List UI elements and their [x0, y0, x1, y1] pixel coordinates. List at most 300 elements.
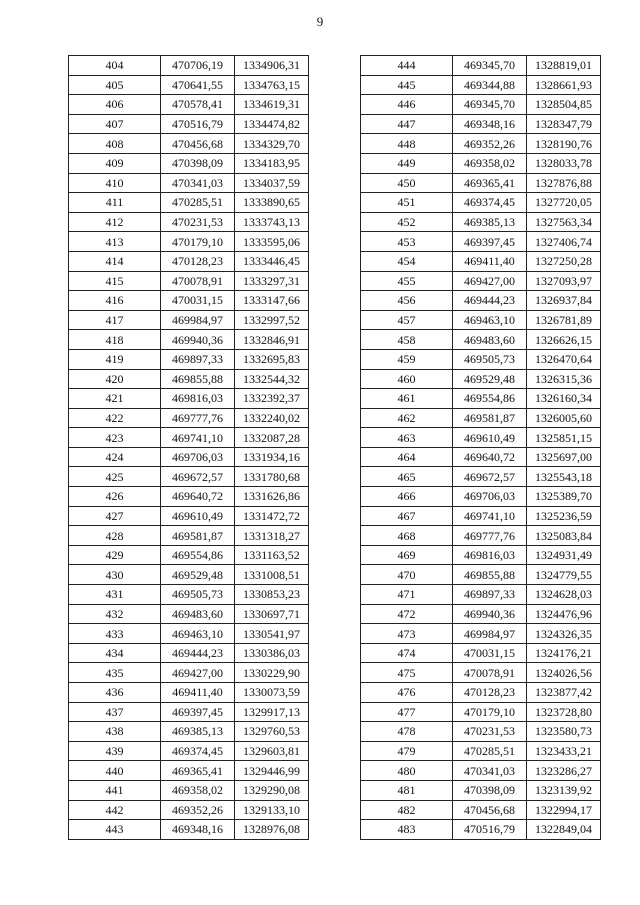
table-row [69, 722, 309, 742]
table-row [361, 95, 601, 115]
y-coordinate-cell: 1328819,01 [527, 56, 601, 76]
y-coordinate-cell: 1331318,27 [235, 526, 309, 546]
y-coordinate-cell: 1327720,05 [527, 193, 601, 213]
point-number-cell: 483 [361, 820, 453, 840]
point-number-cell: 433 [69, 624, 161, 644]
table-row [69, 447, 309, 467]
y-coordinate-cell: 1330073,59 [235, 683, 309, 703]
x-coordinate-cell: 469483,60 [161, 604, 235, 624]
table-row [361, 722, 601, 742]
y-coordinate-cell: 1331163,52 [235, 545, 309, 565]
point-number-cell: 449 [361, 153, 453, 173]
point-number-cell: 419 [69, 349, 161, 369]
y-coordinate-cell: 1333446,45 [235, 251, 309, 271]
point-number-cell: 444 [361, 56, 453, 76]
y-coordinate-cell: 1327563,34 [527, 212, 601, 232]
point-number-cell: 455 [361, 271, 453, 291]
point-number-cell: 465 [361, 467, 453, 487]
x-coordinate-cell: 470285,51 [161, 193, 235, 213]
y-coordinate-cell: 1329917,13 [235, 702, 309, 722]
table-row [69, 251, 309, 271]
x-coordinate-cell: 469374,45 [161, 741, 235, 761]
point-number-cell: 448 [361, 134, 453, 154]
x-coordinate-cell: 469640,72 [453, 447, 527, 467]
table-row [361, 663, 601, 683]
point-number-cell: 445 [361, 75, 453, 95]
point-number-cell: 441 [69, 780, 161, 800]
y-coordinate-cell: 1327406,74 [527, 232, 601, 252]
x-coordinate-cell: 469344,88 [453, 75, 527, 95]
point-number-cell: 473 [361, 624, 453, 644]
y-coordinate-cell: 1333595,06 [235, 232, 309, 252]
x-coordinate-cell: 469940,36 [453, 604, 527, 624]
table-row [361, 624, 601, 644]
x-coordinate-cell: 469463,10 [453, 310, 527, 330]
y-coordinate-cell: 1326315,36 [527, 369, 601, 389]
point-number-cell: 466 [361, 487, 453, 507]
table-row [69, 389, 309, 409]
x-coordinate-cell: 470078,91 [453, 663, 527, 683]
table-row [361, 193, 601, 213]
x-coordinate-cell: 469374,45 [453, 193, 527, 213]
x-coordinate-cell: 469444,23 [453, 291, 527, 311]
table-row [69, 428, 309, 448]
point-number-cell: 452 [361, 212, 453, 232]
x-coordinate-cell: 469610,49 [161, 506, 235, 526]
x-coordinate-cell: 470398,09 [453, 780, 527, 800]
x-coordinate-cell: 469348,16 [161, 820, 235, 840]
y-coordinate-cell: 1331626,86 [235, 487, 309, 507]
point-number-cell: 427 [69, 506, 161, 526]
x-coordinate-cell: 470516,79 [453, 820, 527, 840]
y-coordinate-cell: 1326005,60 [527, 408, 601, 428]
table-row [69, 761, 309, 781]
point-number-cell: 418 [69, 330, 161, 350]
y-coordinate-cell: 1329603,81 [235, 741, 309, 761]
x-coordinate-cell: 469463,10 [161, 624, 235, 644]
point-number-cell: 415 [69, 271, 161, 291]
y-coordinate-cell: 1322994,17 [527, 800, 601, 820]
y-coordinate-cell: 1325389,70 [527, 487, 601, 507]
y-coordinate-cell: 1334763,15 [235, 75, 309, 95]
x-coordinate-cell: 470706,19 [161, 56, 235, 76]
point-number-cell: 423 [69, 428, 161, 448]
x-coordinate-cell: 469529,48 [453, 369, 527, 389]
y-coordinate-cell: 1328033,78 [527, 153, 601, 173]
x-coordinate-cell: 470341,03 [161, 173, 235, 193]
point-number-cell: 467 [361, 506, 453, 526]
table-row [69, 153, 309, 173]
table-row [361, 369, 601, 389]
x-coordinate-cell: 470456,68 [161, 134, 235, 154]
x-coordinate-cell: 470456,68 [453, 800, 527, 820]
table-row [361, 56, 601, 76]
y-coordinate-cell: 1333743,13 [235, 212, 309, 232]
point-number-cell: 450 [361, 173, 453, 193]
coordinates-table-right [360, 55, 601, 840]
table-row [361, 604, 601, 624]
table-row [361, 447, 601, 467]
table-row [361, 761, 601, 781]
table-row [69, 95, 309, 115]
point-number-cell: 428 [69, 526, 161, 546]
point-number-cell: 421 [69, 389, 161, 409]
y-coordinate-cell: 1328347,79 [527, 114, 601, 134]
y-coordinate-cell: 1325083,84 [527, 526, 601, 546]
table-row [361, 820, 601, 840]
point-number-cell: 474 [361, 643, 453, 663]
table-row [361, 173, 601, 193]
x-coordinate-cell: 470231,53 [453, 722, 527, 742]
table-row [69, 369, 309, 389]
x-coordinate-cell: 469672,57 [161, 467, 235, 487]
y-coordinate-cell: 1323877,42 [527, 683, 601, 703]
x-coordinate-cell: 470285,51 [453, 741, 527, 761]
y-coordinate-cell: 1328504,85 [527, 95, 601, 115]
table-row [361, 545, 601, 565]
table-row [69, 585, 309, 605]
table-row [361, 467, 601, 487]
point-number-cell: 453 [361, 232, 453, 252]
table-row [69, 271, 309, 291]
x-coordinate-cell: 469505,73 [453, 349, 527, 369]
x-coordinate-cell: 469640,72 [161, 487, 235, 507]
table-row [361, 741, 601, 761]
x-coordinate-cell: 469483,60 [453, 330, 527, 350]
table-row [69, 349, 309, 369]
x-coordinate-cell: 470031,15 [161, 291, 235, 311]
table-row [69, 800, 309, 820]
table-row [69, 741, 309, 761]
x-coordinate-cell: 469984,97 [161, 310, 235, 330]
x-coordinate-cell: 470641,55 [161, 75, 235, 95]
y-coordinate-cell: 1324476,96 [527, 604, 601, 624]
point-number-cell: 429 [69, 545, 161, 565]
point-number-cell: 454 [361, 251, 453, 271]
table-row [361, 800, 601, 820]
point-number-cell: 475 [361, 663, 453, 683]
point-number-cell: 436 [69, 683, 161, 703]
x-coordinate-cell: 469816,03 [453, 545, 527, 565]
x-coordinate-cell: 469352,26 [161, 800, 235, 820]
x-coordinate-cell: 470516,79 [161, 114, 235, 134]
x-coordinate-cell: 470128,23 [161, 251, 235, 271]
y-coordinate-cell: 1327876,88 [527, 173, 601, 193]
point-number-cell: 440 [69, 761, 161, 781]
y-coordinate-cell: 1333147,66 [235, 291, 309, 311]
y-coordinate-cell: 1332392,37 [235, 389, 309, 409]
point-number-cell: 451 [361, 193, 453, 213]
x-coordinate-cell: 469385,13 [161, 722, 235, 742]
table-row [69, 173, 309, 193]
y-coordinate-cell: 1330853,23 [235, 585, 309, 605]
point-number-cell: 435 [69, 663, 161, 683]
point-number-cell: 424 [69, 447, 161, 467]
point-number-cell: 471 [361, 585, 453, 605]
y-coordinate-cell: 1334619,31 [235, 95, 309, 115]
x-coordinate-cell: 470128,23 [453, 683, 527, 703]
x-coordinate-cell: 469581,87 [161, 526, 235, 546]
table-row [69, 663, 309, 683]
x-coordinate-cell: 469897,33 [161, 349, 235, 369]
y-coordinate-cell: 1331934,16 [235, 447, 309, 467]
y-coordinate-cell: 1325851,15 [527, 428, 601, 448]
y-coordinate-cell: 1328661,93 [527, 75, 601, 95]
table-row [361, 134, 601, 154]
table-row [69, 702, 309, 722]
point-number-cell: 432 [69, 604, 161, 624]
y-coordinate-cell: 1334329,70 [235, 134, 309, 154]
point-number-cell: 407 [69, 114, 161, 134]
y-coordinate-cell: 1334474,82 [235, 114, 309, 134]
point-number-cell: 464 [361, 447, 453, 467]
point-number-cell: 434 [69, 643, 161, 663]
table-row [361, 683, 601, 703]
x-coordinate-cell: 469358,02 [453, 153, 527, 173]
table-row [69, 487, 309, 507]
x-coordinate-cell: 470179,10 [453, 702, 527, 722]
table-row [69, 506, 309, 526]
y-coordinate-cell: 1331780,68 [235, 467, 309, 487]
point-number-cell: 414 [69, 251, 161, 271]
table-row [69, 820, 309, 840]
x-coordinate-cell: 469358,02 [161, 780, 235, 800]
table-row [361, 702, 601, 722]
x-coordinate-cell: 469411,40 [453, 251, 527, 271]
y-coordinate-cell: 1332544,32 [235, 369, 309, 389]
x-coordinate-cell: 469581,87 [453, 408, 527, 428]
point-number-cell: 422 [69, 408, 161, 428]
y-coordinate-cell: 1326781,89 [527, 310, 601, 330]
table-row [69, 232, 309, 252]
point-number-cell: 442 [69, 800, 161, 820]
table-row [361, 75, 601, 95]
table-row [361, 330, 601, 350]
table-row [69, 193, 309, 213]
table-row [69, 75, 309, 95]
y-coordinate-cell: 1323728,80 [527, 702, 601, 722]
x-coordinate-cell: 469348,16 [453, 114, 527, 134]
y-coordinate-cell: 1334037,59 [235, 173, 309, 193]
x-coordinate-cell: 469741,10 [161, 428, 235, 448]
y-coordinate-cell: 1325697,00 [527, 447, 601, 467]
x-coordinate-cell: 470078,91 [161, 271, 235, 291]
table-row [361, 643, 601, 663]
table-row [361, 212, 601, 232]
y-coordinate-cell: 1324176,21 [527, 643, 601, 663]
point-number-cell: 420 [69, 369, 161, 389]
point-number-cell: 456 [361, 291, 453, 311]
y-coordinate-cell: 1323580,73 [527, 722, 601, 742]
y-coordinate-cell: 1330386,03 [235, 643, 309, 663]
point-number-cell: 482 [361, 800, 453, 820]
point-number-cell: 405 [69, 75, 161, 95]
x-coordinate-cell: 469940,36 [161, 330, 235, 350]
y-coordinate-cell: 1325543,18 [527, 467, 601, 487]
table-row [69, 114, 309, 134]
x-coordinate-cell: 469427,00 [453, 271, 527, 291]
point-number-cell: 437 [69, 702, 161, 722]
x-coordinate-cell: 469816,03 [161, 389, 235, 409]
y-coordinate-cell: 1333297,31 [235, 271, 309, 291]
x-coordinate-cell: 469345,70 [453, 95, 527, 115]
point-number-cell: 472 [361, 604, 453, 624]
point-number-cell: 480 [361, 761, 453, 781]
point-number-cell: 458 [361, 330, 453, 350]
y-coordinate-cell: 1332087,28 [235, 428, 309, 448]
x-coordinate-cell: 469554,86 [161, 545, 235, 565]
y-coordinate-cell: 1326470,64 [527, 349, 601, 369]
y-coordinate-cell: 1326626,15 [527, 330, 601, 350]
y-coordinate-cell: 1330697,71 [235, 604, 309, 624]
x-coordinate-cell: 469397,45 [453, 232, 527, 252]
table-row [361, 487, 601, 507]
point-number-cell: 481 [361, 780, 453, 800]
table-row [361, 271, 601, 291]
x-coordinate-cell: 470341,03 [453, 761, 527, 781]
y-coordinate-cell: 1328190,76 [527, 134, 601, 154]
table-row [361, 428, 601, 448]
table-row [69, 780, 309, 800]
x-coordinate-cell: 469777,76 [161, 408, 235, 428]
point-number-cell: 408 [69, 134, 161, 154]
x-coordinate-cell: 469855,88 [453, 565, 527, 585]
x-coordinate-cell: 469411,40 [161, 683, 235, 703]
y-coordinate-cell: 1324628,03 [527, 585, 601, 605]
x-coordinate-cell: 469855,88 [161, 369, 235, 389]
table-row [361, 389, 601, 409]
point-number-cell: 477 [361, 702, 453, 722]
point-number-cell: 411 [69, 193, 161, 213]
point-number-cell: 409 [69, 153, 161, 173]
x-coordinate-cell: 469444,23 [161, 643, 235, 663]
table-row [361, 251, 601, 271]
x-coordinate-cell: 469672,57 [453, 467, 527, 487]
x-coordinate-cell: 470231,53 [161, 212, 235, 232]
table-row [361, 153, 601, 173]
x-coordinate-cell: 469385,13 [453, 212, 527, 232]
y-coordinate-cell: 1326160,34 [527, 389, 601, 409]
x-coordinate-cell: 469397,45 [161, 702, 235, 722]
point-number-cell: 443 [69, 820, 161, 840]
point-number-cell: 406 [69, 95, 161, 115]
point-number-cell: 447 [361, 114, 453, 134]
y-coordinate-cell: 1334906,31 [235, 56, 309, 76]
point-number-cell: 446 [361, 95, 453, 115]
y-coordinate-cell: 1323433,21 [527, 741, 601, 761]
x-coordinate-cell: 469706,03 [453, 487, 527, 507]
table-row [361, 349, 601, 369]
table-row [69, 408, 309, 428]
table-row [69, 291, 309, 311]
point-number-cell: 404 [69, 56, 161, 76]
y-coordinate-cell: 1324326,35 [527, 624, 601, 644]
table-row [69, 526, 309, 546]
y-coordinate-cell: 1329290,08 [235, 780, 309, 800]
table-row [69, 565, 309, 585]
table-row [361, 526, 601, 546]
x-coordinate-cell: 469505,73 [161, 585, 235, 605]
y-coordinate-cell: 1329446,99 [235, 761, 309, 781]
y-coordinate-cell: 1332240,02 [235, 408, 309, 428]
y-coordinate-cell: 1332695,83 [235, 349, 309, 369]
x-coordinate-cell: 470031,15 [453, 643, 527, 663]
point-number-cell: 479 [361, 741, 453, 761]
y-coordinate-cell: 1324931,49 [527, 545, 601, 565]
page-number: 9 [316, 14, 324, 29]
point-number-cell: 457 [361, 310, 453, 330]
y-coordinate-cell: 1327093,97 [527, 271, 601, 291]
y-coordinate-cell: 1322849,04 [527, 820, 601, 840]
y-coordinate-cell: 1324779,55 [527, 565, 601, 585]
y-coordinate-cell: 1332997,52 [235, 310, 309, 330]
table-row [69, 624, 309, 644]
y-coordinate-cell: 1334183,95 [235, 153, 309, 173]
point-number-cell: 426 [69, 487, 161, 507]
table-row [69, 310, 309, 330]
table-row [361, 291, 601, 311]
y-coordinate-cell: 1325236,59 [527, 506, 601, 526]
table-row [361, 585, 601, 605]
y-coordinate-cell: 1323286,27 [527, 761, 601, 781]
y-coordinate-cell: 1323139,92 [527, 780, 601, 800]
y-coordinate-cell: 1328976,08 [235, 820, 309, 840]
table-row [361, 780, 601, 800]
point-number-cell: 425 [69, 467, 161, 487]
table-row [69, 643, 309, 663]
table-row [69, 330, 309, 350]
x-coordinate-cell: 469984,97 [453, 624, 527, 644]
x-coordinate-cell: 469706,03 [161, 447, 235, 467]
table-row [361, 232, 601, 252]
table-row [361, 408, 601, 428]
point-number-cell: 412 [69, 212, 161, 232]
x-coordinate-cell: 470179,10 [161, 232, 235, 252]
x-coordinate-cell: 469610,49 [453, 428, 527, 448]
y-coordinate-cell: 1331472,72 [235, 506, 309, 526]
table-row [69, 545, 309, 565]
y-coordinate-cell: 1330541,97 [235, 624, 309, 644]
x-coordinate-cell: 469777,76 [453, 526, 527, 546]
x-coordinate-cell: 469741,10 [453, 506, 527, 526]
x-coordinate-cell: 469345,70 [453, 56, 527, 76]
point-number-cell: 431 [69, 585, 161, 605]
table-row [361, 506, 601, 526]
x-coordinate-cell: 469365,41 [161, 761, 235, 781]
table-row [69, 604, 309, 624]
y-coordinate-cell: 1324026,56 [527, 663, 601, 683]
point-number-cell: 469 [361, 545, 453, 565]
y-coordinate-cell: 1327250,28 [527, 251, 601, 271]
point-number-cell: 460 [361, 369, 453, 389]
x-coordinate-cell: 469529,48 [161, 565, 235, 585]
y-coordinate-cell: 1333890,65 [235, 193, 309, 213]
point-number-cell: 470 [361, 565, 453, 585]
table-row [69, 134, 309, 154]
point-number-cell: 476 [361, 683, 453, 703]
y-coordinate-cell: 1332846,91 [235, 330, 309, 350]
point-number-cell: 468 [361, 526, 453, 546]
coordinates-table-left [68, 55, 309, 840]
point-number-cell: 462 [361, 408, 453, 428]
x-coordinate-cell: 469352,26 [453, 134, 527, 154]
y-coordinate-cell: 1331008,51 [235, 565, 309, 585]
point-number-cell: 416 [69, 291, 161, 311]
point-number-cell: 438 [69, 722, 161, 742]
x-coordinate-cell: 470398,09 [161, 153, 235, 173]
table-row [69, 683, 309, 703]
x-coordinate-cell: 469427,00 [161, 663, 235, 683]
